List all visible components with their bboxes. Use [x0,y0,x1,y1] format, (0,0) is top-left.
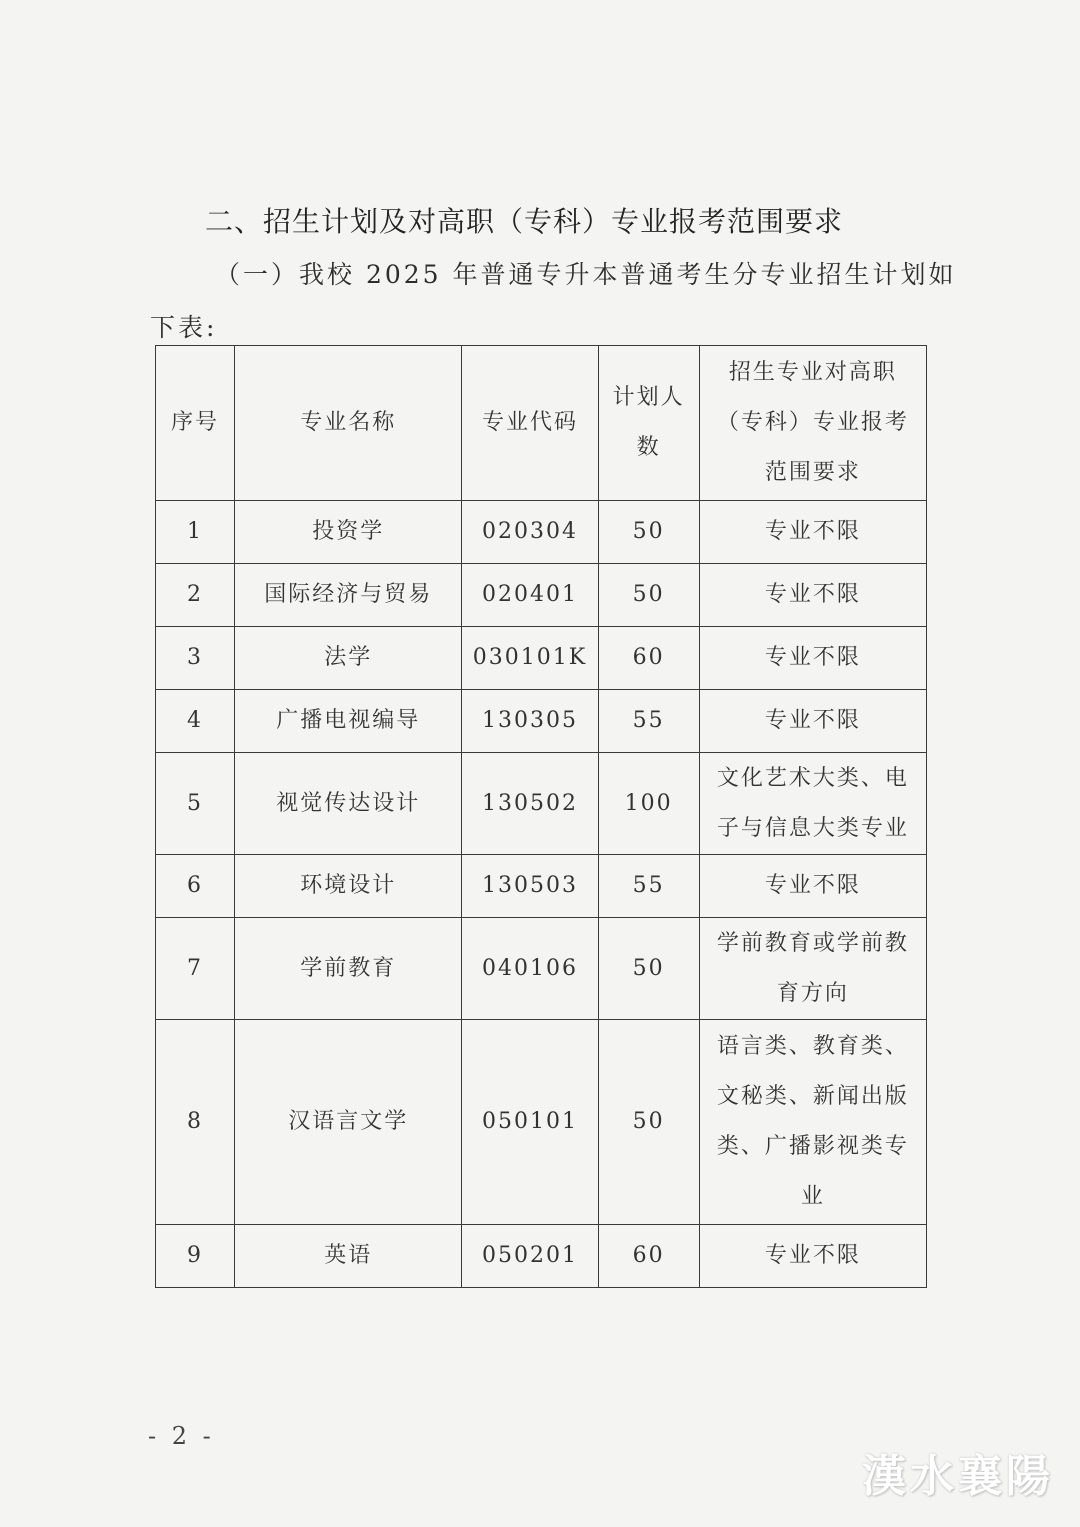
cell-plan: 50 [598,1020,699,1225]
table-header-row [156,346,927,501]
cell-name: 国际经济与贸易 [235,564,462,627]
cell-code: 050101 [462,1020,598,1225]
enrollment-plan-table [155,345,927,1288]
cell-requirement: 语言类、教育类、文秘类、新闻出版类、广播影视类专业 [699,1020,926,1225]
table-row [156,627,927,690]
table-row [156,501,927,564]
cell-code: 020401 [462,564,598,627]
cell-name: 英语 [235,1225,462,1288]
cell-seq: 4 [156,690,235,753]
cell-seq: 5 [156,753,235,855]
table-row [156,1225,927,1288]
cell-requirement: 专业不限 [699,855,926,918]
intro-paragraph-line1: （一）我校 2025 年普通专升本普通考生分专业招生计划如 [215,260,957,289]
cell-requirement: 专业不限 [699,501,926,564]
cell-seq: 9 [156,1225,235,1288]
cell-name: 广播电视编导 [235,690,462,753]
cell-requirement: 专业不限 [699,1225,926,1288]
cell-name: 汉语言文学 [235,1020,462,1225]
cell-code: 130305 [462,690,598,753]
cell-code: 130502 [462,753,598,855]
table-row [156,564,927,627]
cell-code: 020304 [462,501,598,564]
cell-name: 视觉传达设计 [235,753,462,855]
cell-seq: 7 [156,918,235,1020]
cell-plan: 100 [598,753,699,855]
table-row [156,1020,927,1225]
table-row [156,918,927,1020]
cell-plan: 60 [598,1225,699,1288]
cell-plan: 50 [598,918,699,1020]
cell-plan: 50 [598,501,699,564]
cell-name: 投资学 [235,501,462,564]
cell-seq: 6 [156,855,235,918]
table-row [156,753,927,855]
table-row [156,690,927,753]
cell-code: 050201 [462,1225,598,1288]
cell-seq: 8 [156,1020,235,1225]
watermark-logo: 漢水襄陽 [862,1451,1054,1502]
cell-requirement: 学前教育或学前教育方向 [699,918,926,1020]
cell-plan: 60 [598,627,699,690]
cell-requirement: 文化艺术大类、电子与信息大类专业 [699,753,926,855]
header-requirement: 招生专业对高职（专科）专业报考范围要求 [699,346,926,501]
intro-paragraph-line2: 下表: [150,313,218,342]
header-plan: 计划人数 [598,346,699,501]
section-heading: 二、招生计划及对高职（专科）专业报考范围要求 [205,205,844,238]
cell-code: 040106 [462,918,598,1020]
cell-plan: 50 [598,564,699,627]
cell-name: 环境设计 [235,855,462,918]
header-seq: 序号 [156,346,235,501]
cell-requirement: 专业不限 [699,564,926,627]
header-name: 专业名称 [235,346,462,501]
cell-seq: 1 [156,501,235,564]
cell-name: 学前教育 [235,918,462,1020]
cell-name: 法学 [235,627,462,690]
header-code: 专业代码 [462,346,598,501]
cell-plan: 55 [598,855,699,918]
table-row [156,855,927,918]
cell-requirement: 专业不限 [699,627,926,690]
cell-seq: 3 [156,627,235,690]
cell-plan: 55 [598,690,699,753]
cell-code: 130503 [462,855,598,918]
cell-requirement: 专业不限 [699,690,926,753]
cell-code: 030101K [462,627,598,690]
page-number: - 2 - [148,1422,215,1450]
cell-seq: 2 [156,564,235,627]
